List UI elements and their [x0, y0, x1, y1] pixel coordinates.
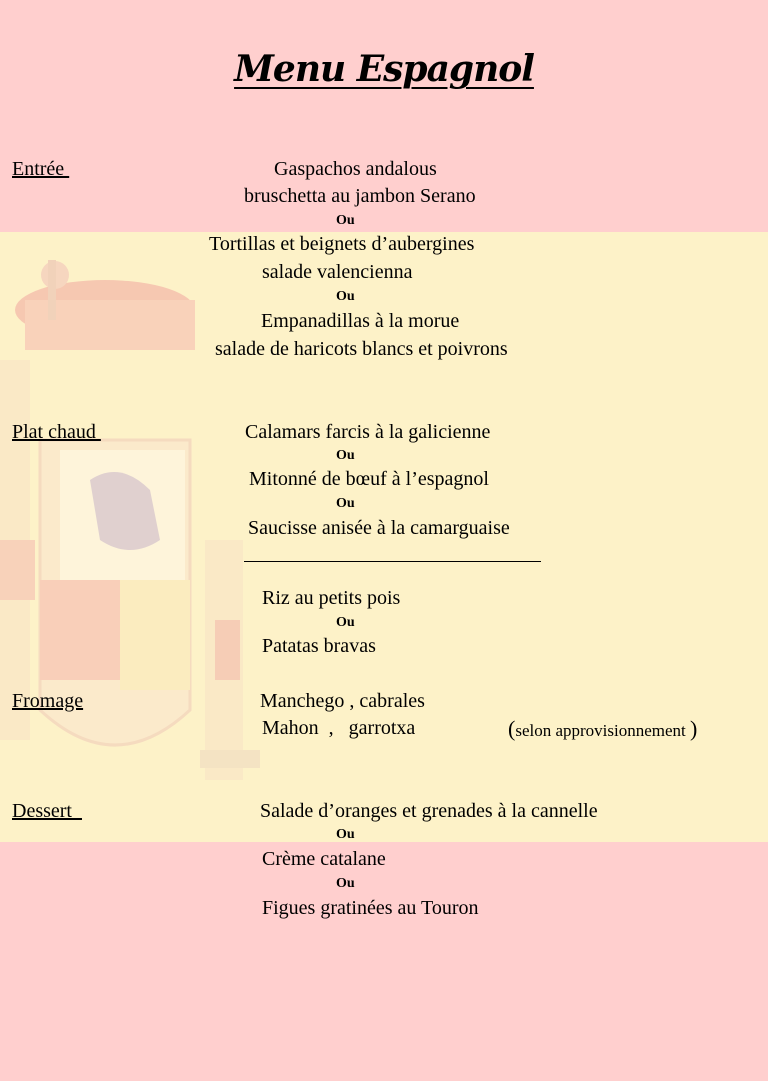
menu-item: Crème catalane — [262, 848, 386, 870]
or-separator: Ou — [336, 615, 355, 630]
section-label-fromage: Fromage — [12, 690, 84, 712]
or-separator: Ou — [336, 448, 355, 463]
menu-item: Saucisse anisée à la camarguaise — [248, 517, 510, 539]
or-separator: Ou — [336, 876, 355, 891]
section-label-dessert: Dessert — [12, 800, 82, 822]
menu-item: Gaspachos andalous — [274, 158, 437, 180]
menu-item: Empanadillas à la morue — [261, 310, 460, 332]
or-separator: Ou — [336, 496, 355, 511]
menu-item: bruschetta au jambon Serano — [244, 185, 476, 207]
section-label-entree: Entrée — [12, 158, 70, 180]
or-separator: Ou — [336, 827, 355, 842]
menu-item: salade valencienna — [262, 261, 413, 283]
menu-item: salade de haricots blancs et poivrons — [215, 338, 508, 360]
or-separator: Ou — [336, 289, 355, 304]
page-title: Menu Espagnol — [234, 48, 534, 90]
availability-note: (selon approvisionnement ) — [508, 716, 698, 741]
section-label-plat-chaud: Plat chaud — [12, 421, 101, 443]
menu-item: Figues gratinées au Touron — [262, 897, 479, 919]
menu-item: Mitonné de bœuf à l’espagnol — [249, 468, 489, 490]
divider-line — [244, 561, 541, 562]
menu-item: Manchego , cabrales — [260, 690, 425, 712]
menu-item: Mahon , garrotxa — [262, 717, 416, 739]
menu-item: Calamars farcis à la galicienne — [245, 421, 491, 443]
menu-item: Tortillas et beignets d’aubergines — [209, 233, 475, 255]
menu-item: Patatas bravas — [262, 635, 376, 657]
menu-item: Riz au petits pois — [262, 587, 401, 609]
or-separator: Ou — [336, 213, 355, 228]
menu-item: Salade d’oranges et grenades à la cannelle — [260, 800, 598, 822]
